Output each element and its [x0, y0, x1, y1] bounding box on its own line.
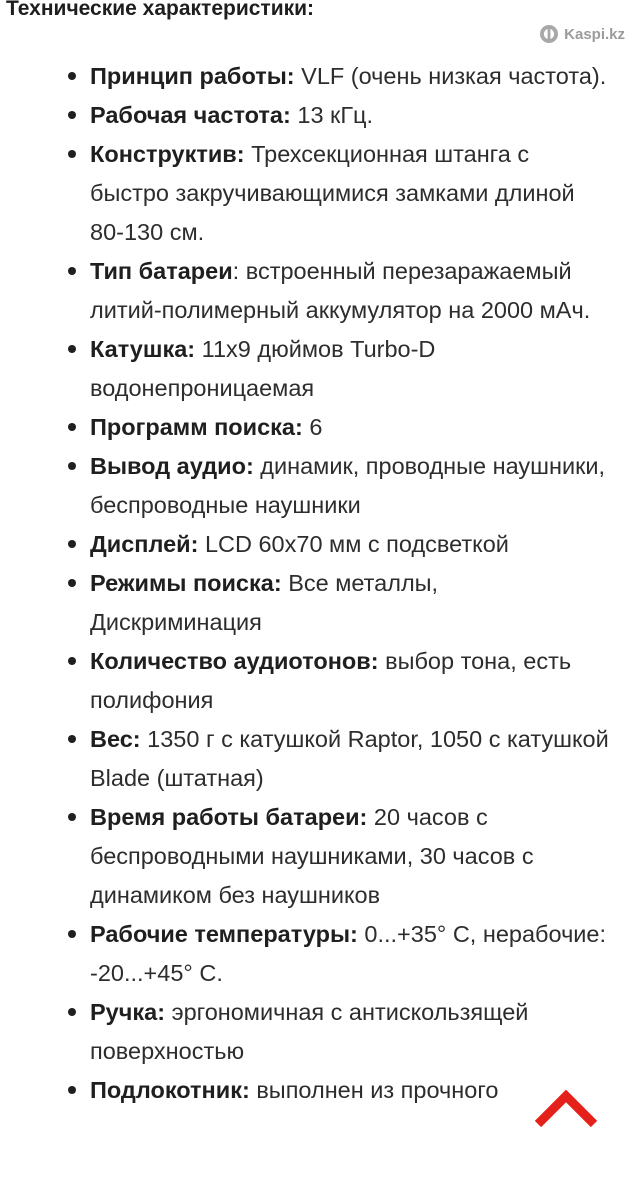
spec-list-item — [0, 720, 610, 798]
spec-value: 20 часов с беспроводными наушниками, 30 часов с динамиком без наушников — [90, 804, 534, 908]
watermark-text: Kaspi.kz — [564, 25, 625, 43]
spec-value: 6 — [302, 414, 323, 440]
spec-label: Дисплей: — [90, 531, 199, 557]
spec-label: Катушка: — [90, 336, 196, 362]
spec-list-item — [0, 993, 610, 1071]
kaspi-watermark — [539, 24, 625, 44]
spec-list-item — [0, 564, 610, 642]
bullet-icon — [68, 267, 76, 275]
spec-label: Ручка: — [90, 999, 166, 1025]
bullet-icon — [68, 150, 76, 158]
spec-value: 0...+35° С, нерабочие: -20...+45° С. — [90, 921, 607, 986]
bullet-icon — [68, 657, 76, 665]
spec-value: выполнен из прочного — [249, 1077, 499, 1103]
spec-label: Рабочие температуры: — [90, 921, 358, 947]
spec-list-item — [0, 1071, 610, 1110]
spec-list-item — [0, 96, 610, 135]
spec-list-item — [0, 135, 610, 252]
spec-value: 1350 г с катушкой Raptor, 1050 с катушкой Blade (штатная) — [90, 726, 609, 791]
spec-value: VLF (очень низкая частота). — [294, 63, 607, 89]
spec-list-item — [0, 330, 610, 408]
spec-label: Вес: — [90, 726, 141, 752]
spec-value: Все металлы, Дискриминация — [90, 570, 439, 635]
bullet-icon — [68, 735, 76, 743]
bullet-icon — [68, 462, 76, 470]
spec-value: динамик, проводные наушники, беспроводные наушники — [90, 453, 606, 518]
bullet-icon — [68, 930, 76, 938]
spec-value: 11х9 дюймов Turbo-D водонепроницаемая — [90, 336, 436, 401]
spec-value: LCD 60х70 мм с подсветкой — [198, 531, 509, 557]
spec-list-item — [0, 642, 610, 720]
bullet-icon — [68, 72, 76, 80]
spec-list-item — [0, 447, 610, 525]
spec-label: Количество аудиотонов: — [90, 648, 379, 674]
bullet-icon — [68, 345, 76, 353]
scroll-to-top-button[interactable] — [532, 1078, 600, 1136]
section-heading: Технические характеристики: — [6, 0, 315, 20]
bullet-icon — [68, 423, 76, 431]
bullet-icon — [68, 813, 76, 821]
spec-value: выбор тона, есть полифония — [90, 648, 572, 713]
bullet-icon — [68, 111, 76, 119]
spec-list-item — [0, 525, 610, 564]
spec-label: Принцип работы: — [90, 63, 295, 89]
spec-list-item — [0, 915, 610, 993]
bullet-icon — [68, 1086, 76, 1094]
chevron-up-icon — [532, 1078, 600, 1136]
spec-label: Режимы поиска: — [90, 570, 282, 596]
spec-label: Тип батареи — [90, 258, 233, 284]
bullet-icon — [68, 540, 76, 548]
bullet-icon — [68, 1008, 76, 1016]
spec-label: Подлокотник: — [90, 1077, 250, 1103]
spec-list-item — [0, 798, 610, 915]
spec-value: 13 кГц. — [290, 102, 374, 128]
spec-value: Трехсекционная штанга с быстро закручивающимися замками длиной 80-130 см. — [90, 141, 575, 245]
spec-label: Рабочая частота: — [90, 102, 291, 128]
kaspi-logo-icon — [539, 24, 559, 44]
spec-list-item — [0, 57, 610, 96]
spec-label: Конструктив: — [90, 141, 245, 167]
spec-label: Вывод аудио: — [90, 453, 254, 479]
spec-value: : встроенный перезаражаемый литий-полимерный аккумулятор на 2000 мАч. — [90, 258, 591, 323]
spec-value: эргономичная с антискользящей поверхностью — [90, 999, 529, 1064]
spec-list-item — [0, 252, 610, 330]
spec-list — [0, 57, 610, 1110]
spec-label: Программ поиска: — [90, 414, 303, 440]
spec-label: Время работы батареи: — [90, 804, 368, 830]
spec-list-item — [0, 408, 610, 447]
bullet-icon — [68, 579, 76, 587]
